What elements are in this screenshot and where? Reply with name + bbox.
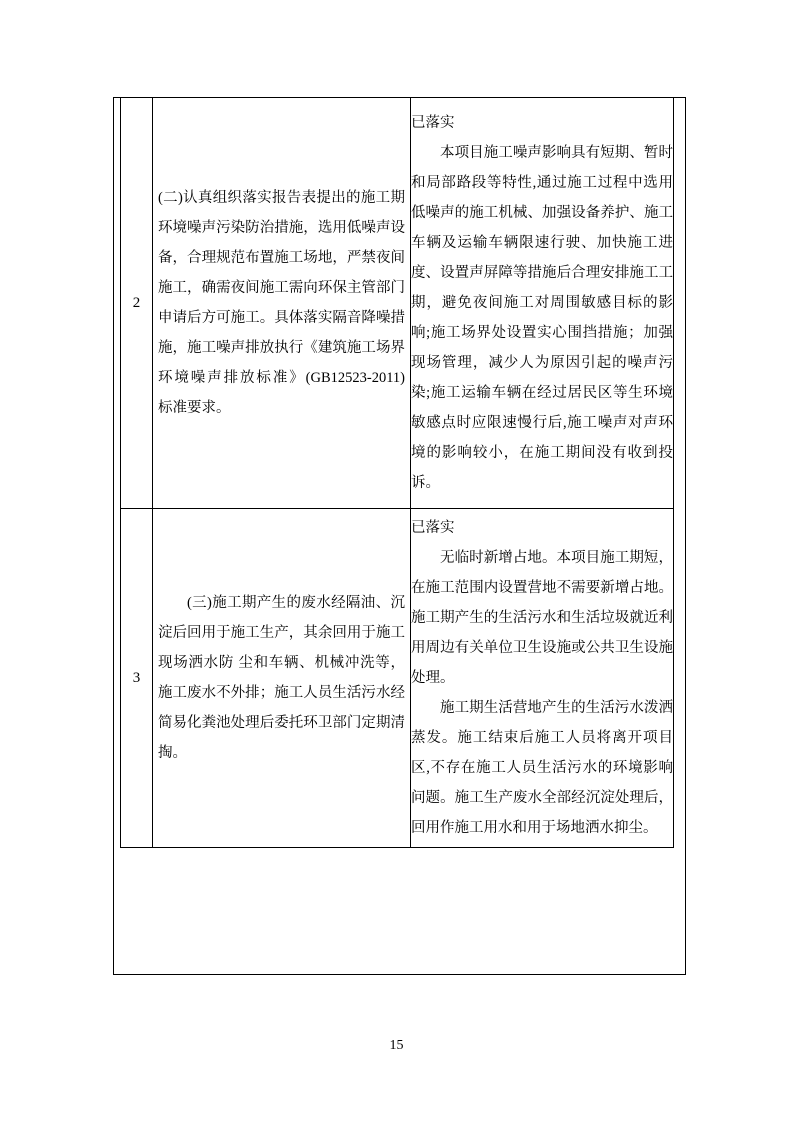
status-label: 已落实 xyxy=(411,115,455,131)
status-detail-cell xyxy=(411,509,674,848)
measure-text: (三)施工期产生的废水经隔油、沉淀后回用于施工生产，其余回用于施工现场洒水防 尘和车辆、机械冲洗等，施工废水不外排；施工人员生活污水经简易化粪池处理后委托环卫部门定期清掏。 xyxy=(158,595,405,761)
measure-cell xyxy=(153,509,411,848)
detail-paragraph: 无临时新增占地。本项目施工期短，在施工范围内设置营地不需要新增占地。施工期产生的生活污水和生活垃圾就近利用周边有关单位卫生设施或公共卫生设施处理。 xyxy=(411,550,673,686)
table-row-2 xyxy=(121,98,674,509)
row-number-cell: 3 xyxy=(121,509,153,848)
page-border-frame xyxy=(113,97,686,975)
page-number: 15 xyxy=(389,1038,404,1053)
table-row-3 xyxy=(121,509,674,848)
status-label: 已落实 xyxy=(411,520,455,536)
measure-cell xyxy=(153,98,411,509)
row-number-cell: 2 xyxy=(121,98,153,509)
status-detail-cell xyxy=(411,98,674,509)
implementation-status-table xyxy=(120,97,674,848)
detail-paragraph: 施工期生活营地产生的生活污水泼洒蒸发。施工结束后施工人员将离开项目区,不存在施工人员生活污水的环境影响问题。施工生产废水全部经沉淀处理后，回用作施工用水和用于场地洒水抑尘。 xyxy=(411,700,673,836)
measure-text: (二)认真组织落实报告表提出的施工期环境噪声污染防治措施，选用低噪声设备，合理规范布置施工场地，严禁夜间施工，确需夜间施工需向环保主管部门申请后方可施工。具体落实隔音降噪措施，施工噪声排放执行《建筑施工场界环境噪声排放标准》(GB12523-2011) 标准要求。 xyxy=(158,190,405,416)
detail-paragraph: 本项目施工噪声影响具有短期、暂时和局部路段等特性,通过施工过程中选用低噪声的施工机械、加强设备养护、施工车辆及运输车辆限速行驶、加快施工进度、设置声屏障等措施后合理安排施工工期，避免夜间施工对周围敏感目标的影响;施工场界处设置实心围挡措施；加强现场管理，减少人为原因引起的噪声污染;施工运输车辆在经过居民区等生环境敏感点时应限速慢行后,施工噪声对声环境的影响较小，在施工期间没有收到投诉。 xyxy=(411,145,673,491)
